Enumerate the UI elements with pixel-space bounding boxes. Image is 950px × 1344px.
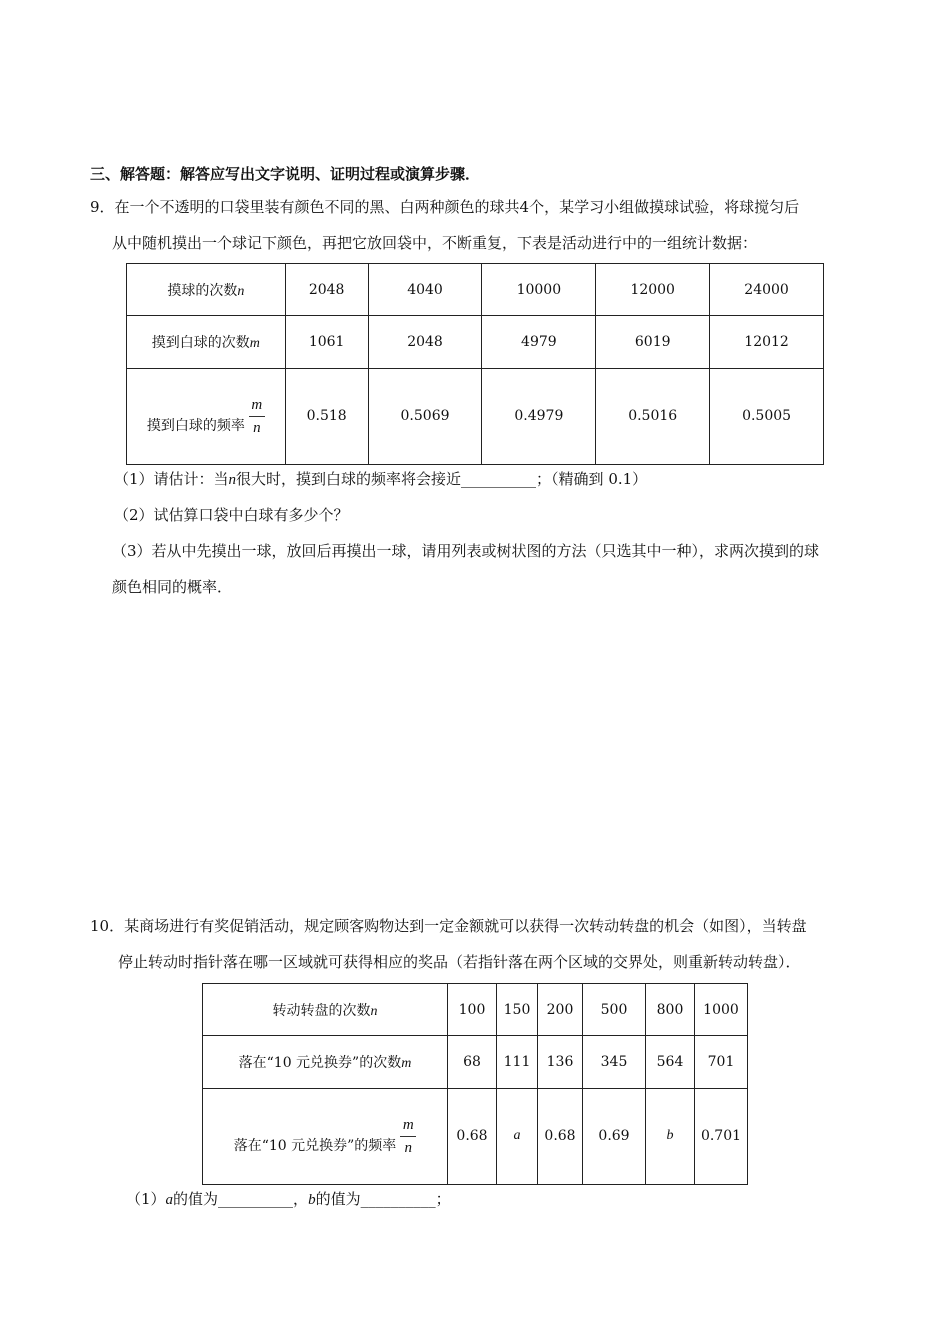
q10-row2-label xyxy=(203,1036,448,1088)
table-cell: 150 xyxy=(497,984,538,1036)
table-cell: 0.4979 xyxy=(482,368,596,465)
q9-sub1-text-b: 很大时，摸到白球的频率将会接近__________；（精确到 0.1） xyxy=(236,470,648,488)
section-title: 三、解答题：解答应写出文字说明、证明过程或演算步骤． xyxy=(90,165,481,183)
q10-row3-label xyxy=(203,1088,448,1185)
table-cell: 0.5069 xyxy=(368,368,482,465)
table-cell: 500 xyxy=(583,984,646,1036)
q9-text-line2: 从中随机摸出一个球记下颜色，再把它放回袋中，不断重复，下表是活动进行中的一组统计数据： xyxy=(112,234,758,252)
q10-fraction xyxy=(400,1116,416,1157)
table-cell: 0.518 xyxy=(285,368,368,465)
frac-numerator: m xyxy=(402,1116,414,1133)
q10-sub1-text-a: （1） xyxy=(126,1190,166,1208)
q9-sub3-line1: （3）若从中先摸出一球，放回后再摸出一球，请用列表或树状图的方法（只选其中一种），求两次摸到的球 xyxy=(112,542,820,560)
q9-row1-var: n xyxy=(237,283,245,299)
q9-row2-label-text: 摸到白球的次数 xyxy=(151,334,250,351)
q10-table xyxy=(202,983,748,1185)
table-cell: a xyxy=(497,1088,538,1185)
q9-row2-var: m xyxy=(249,335,260,351)
table-cell: 1061 xyxy=(285,316,368,368)
table-cell: 564 xyxy=(646,1036,695,1088)
q10-row2-label-text: 落在“10 元兑换券”的次数 xyxy=(238,1054,402,1071)
q10-text-line2: 停止转动时指针落在哪一区域就可获得相应的奖品（若指针落在两个区域的交界处，则重新转动转盘）． xyxy=(118,953,801,971)
table-cell: 200 xyxy=(538,984,583,1036)
q9-sub1-text-a: （1）请估计：当 xyxy=(114,470,229,488)
table-cell: 2048 xyxy=(285,264,368,316)
q9-sub1 xyxy=(114,469,647,490)
q9-fraction xyxy=(249,396,265,437)
q10-sub1-var-a: a xyxy=(165,1192,174,1208)
q10-row3-label-text: 落在“10 元兑换券”的频率 xyxy=(233,1138,397,1155)
q9-sub3-line2: 颜色相同的概率． xyxy=(112,578,233,596)
q9-row2-label xyxy=(127,316,286,368)
q10-sub1-text-b: 的值为__________， xyxy=(173,1190,309,1208)
table-cell: 0.5005 xyxy=(710,368,824,465)
table-cell: 800 xyxy=(646,984,695,1036)
q10-text-line1: 10．某商场进行有奖促销活动，规定顾客购物达到一定金额就可以获得一次转动转盘的机会（如图），当转盘 xyxy=(90,917,807,935)
table-cell: 345 xyxy=(583,1036,646,1088)
table-cell: 4040 xyxy=(368,264,482,316)
table-cell: 0.69 xyxy=(583,1088,646,1185)
q9-row3-label xyxy=(127,368,286,465)
table-cell: b xyxy=(646,1088,695,1185)
table-cell: 12012 xyxy=(710,316,824,368)
table-cell: 68 xyxy=(448,1036,497,1088)
q10-sub1-var-b: b xyxy=(308,1192,316,1208)
table-cell: 0.68 xyxy=(538,1088,583,1185)
q9-table xyxy=(126,263,824,465)
q10-sub1 xyxy=(126,1189,451,1210)
table-cell: 100 xyxy=(448,984,497,1036)
q9-sub1-var: n xyxy=(228,472,237,488)
q9-text-line1: 9．在一个不透明的口袋里装有颜色不同的黑、白两种颜色的球共4个，某学习小组做摸球试验，将球搅匀后 xyxy=(90,198,800,216)
q9-row1-label-text: 摸球的次数 xyxy=(167,282,238,299)
table-cell: 111 xyxy=(497,1036,538,1088)
q10-row1-label xyxy=(203,984,448,1036)
table-cell: 10000 xyxy=(482,264,596,316)
table-cell: 6019 xyxy=(596,316,710,368)
table-cell: 4979 xyxy=(482,316,596,368)
q10-row1-var: n xyxy=(370,1003,378,1019)
table-cell: 1000 xyxy=(695,984,748,1036)
q10-row2-var: m xyxy=(401,1055,412,1071)
table-cell: 2048 xyxy=(368,316,482,368)
frac-numerator: m xyxy=(251,396,263,413)
q10-sub1-text-c: 的值为__________； xyxy=(315,1190,451,1208)
q9-row1-label xyxy=(127,264,286,316)
table-cell: 136 xyxy=(538,1036,583,1088)
frac-denominator: n xyxy=(404,1139,413,1156)
q9-row3-label-text: 摸到白球的频率 xyxy=(146,418,245,435)
table-cell: 24000 xyxy=(710,264,824,316)
table-cell: 0.68 xyxy=(448,1088,497,1185)
frac-denominator: n xyxy=(253,419,261,436)
table-cell: 12000 xyxy=(596,264,710,316)
q9-sub2: （2）试估算口袋中白球有多少个？ xyxy=(114,506,349,524)
q10-row1-label-text: 转动转盘的次数 xyxy=(272,1002,371,1019)
table-cell: 0.5016 xyxy=(596,368,710,465)
table-cell: 701 xyxy=(695,1036,748,1088)
table-cell: 0.701 xyxy=(695,1088,748,1185)
